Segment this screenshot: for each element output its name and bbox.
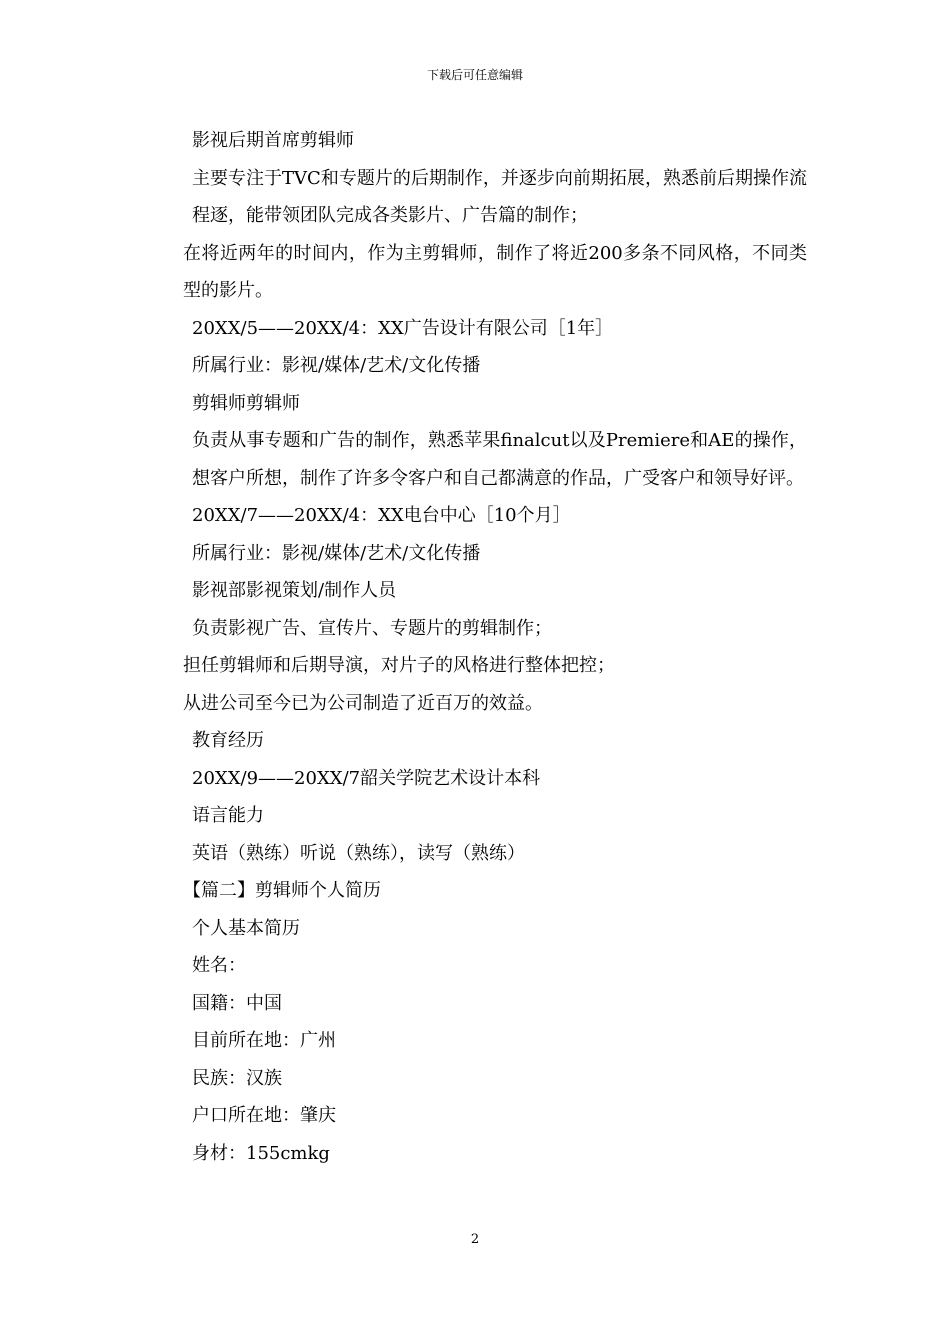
paragraph: 主要专注于TVC和专题片的后期制作，并逐步向前期拓展，熟悉前后期操作流程逐，能带领团队完成各类影片、广告篇的制作；: [192, 167, 807, 226]
paragraph: 民族：汉族: [192, 1067, 282, 1089]
paragraph: 影视后期首席剪辑师: [192, 130, 354, 151]
paragraph: 20XX/5——20XX/4：XX广告设计有限公司［1年］: [192, 317, 614, 339]
paragraph: 20XX/7——20XX/4：XX电台中心［10个月］: [192, 505, 571, 526]
paragraph: 在将近两年的时间内，作为主剪辑师，制作了将近200多条不同风格，不同类型的影片。: [183, 242, 807, 301]
paragraph: 英语（熟练）听说（熟练），读写（熟练）: [192, 842, 525, 864]
paragraph: 负责从事专题和广告的制作，熟悉苹果finalcut以及Premiere和AE的操作，想客户所想，制作了许多令客户和自己都满意的作品，广受客户和领导好评。: [192, 430, 807, 489]
paragraph: 户口所在地：肇庆: [192, 1105, 336, 1126]
paragraph: 教育经历: [192, 730, 264, 751]
paragraph: 担任剪辑师和后期导演，对片子的风格进行整体把控；: [183, 655, 615, 676]
page-number: 2: [470, 1232, 480, 1247]
paragraph: 【篇二】剪辑师个人简历: [183, 880, 381, 901]
paragraph: 剪辑师剪辑师: [192, 392, 300, 414]
paragraph: 国籍：中国: [192, 992, 282, 1014]
paragraph: 所属行业：影视/媒体/艺术/文化传播: [192, 355, 481, 376]
page-header: 下载后可任意编辑: [426, 68, 523, 82]
paragraph: 目前所在地：广州: [192, 1030, 336, 1051]
paragraph: 身材：155cmkg: [192, 1142, 330, 1164]
paragraph: 负责影视广告、宣传片、专题片的剪辑制作；: [192, 617, 552, 639]
paragraph: 个人基本简历: [192, 917, 300, 939]
document-body: [145, 122, 807, 1172]
paragraph: 影视部影视策划/制作人员: [192, 580, 397, 601]
paragraph: 20XX/9——20XX/7韶关学院艺术设计本科: [192, 767, 541, 789]
paragraph: 所属行业：影视/媒体/艺术/文化传播: [192, 542, 481, 564]
paragraph: 语言能力: [192, 805, 264, 826]
paragraph: 从进公司至今已为公司制造了近百万的效益。: [183, 692, 543, 714]
paragraph: 姓名：: [192, 955, 246, 976]
